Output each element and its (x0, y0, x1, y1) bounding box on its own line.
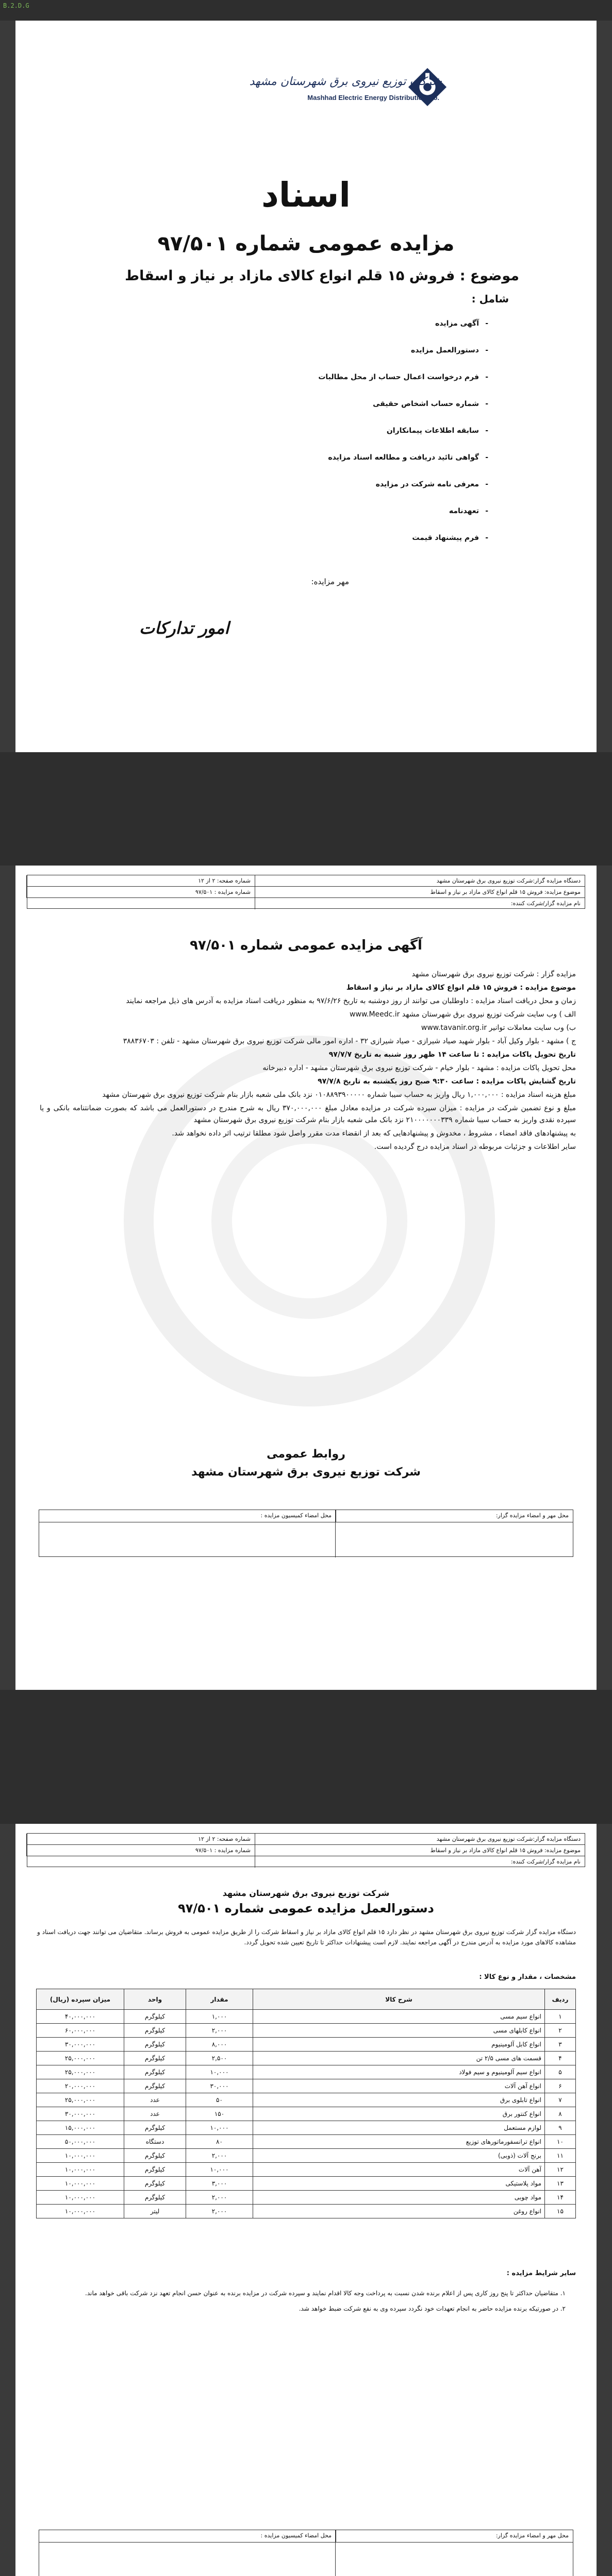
toc-item: - معرفی نامه شرکت در مزایده (96, 480, 488, 507)
table-row (37, 2010, 576, 2024)
col-description: شرح کالا (253, 1989, 545, 2010)
cell-row: ۹ (545, 2121, 576, 2135)
seal-label: مهر مزایده: (311, 577, 349, 586)
page-cover (15, 21, 597, 752)
table-row (37, 2038, 576, 2052)
cell-unit: کیلوگرم (124, 2191, 186, 2205)
cell-row: ۴ (545, 2052, 576, 2065)
table-row (37, 2093, 576, 2107)
cell-deposit: ۱۰,۰۰۰,۰۰۰ (37, 2205, 124, 2218)
cell-unit: کیلوگرم (124, 2177, 186, 2191)
table-row (37, 2052, 576, 2065)
terms-note: ۲. در صورتیکه برنده مزایده حاضر به انجام تعهدات خود نگردد سپرده وی به نفع شرکت ضبط خواهد شد. (299, 2305, 566, 2312)
col-quantity: مقدار (186, 1989, 253, 2010)
brand-name-en: Mashhad Electric Energy Distribution Co. (307, 94, 439, 101)
header-subject: موضوع مزایده: فروش ۱۵ قلم انواع کالای مازاد بر نیاز و اسقاط (255, 887, 585, 898)
instructions-intro: دستگاه مزایده گزار شرکت توزیع نیروی برق شهرستان مشهد در نظر دارد ۱۵ قلم انواع کالای مازاد بر نیاز و اسقاط شرکت را از طریق مزایده عمومی به فروش برساند. متقاضیان می توانند جهت دریافت اسناد و مشاهده کالاهای مورد مزایده به آدرس مندرج در آگهی مراجعه نمایند. لازم است پیشنهادات حداکثر تا تاریخ تعیین شده تحویل گردد. (37, 1928, 576, 1946)
cell-unit: کیلوگرم (124, 2052, 186, 2065)
cell-description: انواع سیم آلومینیوم و سیم فولاد (253, 2065, 545, 2079)
header-auction-no: شماره مزایده : ۹۷/۵۰۱ (26, 1845, 255, 1856)
terms-note: ۱. متقاضیان حداکثر تا پنج روز کاری پس از اعلام برنده شدن نسبت به پرداخت وجه کالا اقدام نمایند و سپرده شرکت در مزایده برنده به عنوان حسن انجام تعهد نزد شرکت باقی خواهد ماند. (85, 2290, 566, 2297)
cell-row: ۲ (545, 2024, 576, 2038)
cell-row: ۱۳ (545, 2177, 576, 2191)
cell-quantity: ۸۰ (186, 2135, 253, 2149)
cell-description: برنج آلات (ذوبی) (253, 2149, 545, 2163)
table-header-row (37, 1989, 576, 2010)
cell-description: انواع آهن آلات (253, 2079, 545, 2093)
table-row (37, 2163, 576, 2177)
cell-quantity: ۱,۰۰۰ (186, 2010, 253, 2024)
cover-includes: شامل : (471, 293, 509, 305)
page-instructions (15, 1824, 597, 2576)
signature-box (39, 2530, 573, 2576)
cell-quantity: ۲,۰۰۰ (186, 2149, 253, 2163)
signature-bidder-label: محل مهر و امضاء مزایده گزار: (336, 1510, 573, 1522)
cell-unit: لیتر (124, 2205, 186, 2218)
cell-quantity: ۲,۰۰۰ (186, 2024, 253, 2038)
cell-unit: کیلوگرم (124, 2149, 186, 2163)
cell-description: قسمت های مسی ۲/۵ تن (253, 2052, 545, 2065)
cell-quantity: ۸,۰۰۰ (186, 2038, 253, 2052)
table-row (37, 2191, 576, 2205)
ad-paragraph: زمان و محل دریافت اسناد مزایده : داوطلبان می توانند از روز دوشنبه به تاریخ ۹۷/۶/۲۶ به منظور دریافت اسناد مزایده به آدرس های ذیل مراجعه نمایند (126, 997, 576, 1005)
cell-row: ۱۰ (545, 2135, 576, 2149)
ad-paragraph: به پیشنهادهای فاقد امضاء ، مشروط ، مخدوش و پیشنهادهایی که بعد از انقضاء مدت مقرر واصل شود مطلقا ترتیب اثر داده نخواهد شد. (172, 1129, 576, 1138)
cell-description: لوازم مستعمل (253, 2121, 545, 2135)
cell-unit: عدد (124, 2107, 186, 2121)
brand-name-fa: شرکت توزیع نیروی برق شهرستان مشهد (249, 75, 442, 88)
table-row (37, 2065, 576, 2079)
instructions-title: دستورالعمل مزایده عمومی شماره ۹۷/۵۰۱ (178, 1901, 434, 1916)
cell-description: انواع تابلوی برق (253, 2093, 545, 2107)
ad-paragraph: سایر اطلاعات و جزئیات مربوطه در اسناد مزایده درج گردیده است. (374, 1143, 576, 1151)
cell-deposit: ۱۵,۰۰۰,۰۰۰ (37, 2121, 124, 2135)
signature-box (39, 1510, 573, 1557)
toc-item: - شماره حساب اشخاص حقیقی (96, 400, 488, 427)
cell-unit: کیلوگرم (124, 2024, 186, 2038)
cell-deposit: ۵۰,۰۰۰,۰۰۰ (37, 2135, 124, 2149)
cell-deposit: ۳۰,۰۰۰,۰۰۰ (37, 2038, 124, 2052)
cell-quantity: ۲,۵۰۰ (186, 2052, 253, 2065)
header-auction-no: شماره مزایده : ۹۷/۵۰۱ (26, 887, 255, 898)
page-advertisement (15, 866, 597, 1690)
cell-deposit: ۴۰,۰۰۰,۰۰۰ (37, 2010, 124, 2024)
cell-row: ۱۲ (545, 2163, 576, 2177)
cell-description: آهن آلات (253, 2163, 545, 2177)
cell-quantity: ۱۰,۰۰۰ (186, 2121, 253, 2135)
ad-paragraph: مبلغ هزینه اسناد مزایده : ۱,۰۰۰,۰۰۰ ریال واریز به حساب سیبا شماره ۰۱۰۸۸۹۳۹۰۰۰۰۰ نزد بانک ملی شعبه بازار بنام شرکت توزیع نیروی برق شهرستان مشهد (102, 1091, 576, 1099)
cell-deposit: ۲۵,۰۰۰,۰۰۰ (37, 2065, 124, 2079)
cell-unit: کیلوگرم (124, 2079, 186, 2093)
cell-row: ۱ (545, 2010, 576, 2024)
toc-item: - دستورالعمل مزایده (96, 346, 488, 373)
cell-row: ۱۵ (545, 2205, 576, 2218)
signature-commission-label: محل امضاء کمیسیون مزایده : (39, 1510, 336, 1522)
signature-bidder-label: محل مهر و امضاء مزایده گزار: (336, 2530, 573, 2543)
terms-title: سایر شرایط مزایده : (506, 2269, 576, 2277)
cell-unit: دستگاه (124, 2135, 186, 2149)
company-logo (15, 57, 597, 118)
cell-quantity: ۲,۰۰۰ (186, 2191, 253, 2205)
ad-paragraph: موضوع مزایده : فروش ۱۵ قلم انواع کالای مازاد بر نیاز و اسقاط (346, 984, 576, 992)
header-company: دستگاه مزایده گزار:شرکت توزیع نیروی برق شهرستان مشهد (255, 875, 585, 887)
doc-header (27, 875, 585, 909)
ad-paragraph: مزایده گزار : شرکت توزیع نیروی برق شهرستان مشهد (411, 970, 576, 978)
cell-row: ۷ (545, 2093, 576, 2107)
table-row (37, 2079, 576, 2093)
table-row (37, 2121, 576, 2135)
cell-deposit: ۲۰,۰۰۰,۰۰۰ (37, 2079, 124, 2093)
ad-body (40, 969, 576, 1155)
cell-description: انواع سیم مسی (253, 2010, 545, 2024)
table-row (37, 2205, 576, 2218)
cell-row: ۶ (545, 2079, 576, 2093)
cell-unit: عدد (124, 2093, 186, 2107)
spec-title: مشخصات ، مقدار و نوع کالا : (479, 1973, 576, 1981)
ad-paragraph: تاریخ تحویل پاکات مزایده : تا ساعت ۱۴ ظهر روز شنبه به تاریخ ۹۷/۷/۷ (328, 1050, 576, 1059)
ad-paragraph: مبلغ و نوع تضمین شرکت در مزایده : میزان سپرده شرکت در مزایده معادل مبلغ ۳۷۰,۰۰۰,۰۰۰ ریال به شرح مندرج در دستورالعمل می باشد که بصورت ضمانتنامه بانکی و یا سپرده نقدی واریز به حساب سیبا شماره ۲۱۰۰۰۰۰۰۰۳۳۹ نزد بانک ملی شعبه بازار بنام شرکت توزیع نیروی برق شهرستان مشهد (40, 1104, 576, 1124)
items-table (36, 1989, 576, 2218)
terms-notes (45, 2287, 566, 2314)
corner-mark: B.2.D.G (3, 2, 29, 9)
cell-quantity: ۱۰,۰۰۰ (186, 2163, 253, 2177)
cell-deposit: ۱۰,۰۰۰,۰۰۰ (37, 2177, 124, 2191)
cell-quantity: ۱۵۰ (186, 2107, 253, 2121)
toc-item: - فرم درخواست اعمال حساب از محل مطالبات (96, 373, 488, 400)
page-gap (0, 752, 612, 866)
instructions-company: شرکت توزیع نیروی برق شهرستان مشهد (222, 1888, 390, 1898)
cell-deposit: ۶۰,۰۰۰,۰۰۰ (37, 2024, 124, 2038)
cell-deposit: ۲۵,۰۰۰,۰۰۰ (37, 2093, 124, 2107)
cell-quantity: ۳۰,۰۰۰ (186, 2079, 253, 2093)
page-gap (0, 0, 612, 21)
cell-unit: کیلوگرم (124, 2065, 186, 2079)
cell-deposit: ۱۰,۰۰۰,۰۰۰ (37, 2163, 124, 2177)
department-signature: امور تدارکات (139, 618, 229, 638)
cell-description: انواع روغن (253, 2205, 545, 2218)
header-subject: موضوع مزایده: فروش ۱۵ قلم انواع کالای مازاد بر نیاز و اسقاط (255, 1845, 585, 1856)
cell-unit: کیلوگرم (124, 2038, 186, 2052)
table-row (37, 2177, 576, 2191)
toc-item: - فرم پیشنهاد قیمت (96, 534, 488, 561)
company-name: شرکت توزیع نیروی برق شهرستان مشهد (191, 1466, 421, 1479)
cell-row: ۱۱ (545, 2149, 576, 2163)
cell-description: انواع ترانسفورماتورهای توزیع (253, 2135, 545, 2149)
header-bidder: نام مزایده گزار/شرکت کننده: (255, 1856, 585, 1868)
ad-title: آگهی مزایده عمومی شماره ۹۷/۵۰۱ (190, 938, 422, 953)
signature-commission-label: محل امضاء کمیسیون مزایده : (39, 2530, 336, 2543)
cell-description: انواع کابلهای مسی (253, 2024, 545, 2038)
cell-row: ۸ (545, 2107, 576, 2121)
table-row (37, 2149, 576, 2163)
cell-quantity: ۵۰ (186, 2093, 253, 2107)
header-page-no: شماره صفحه: ۲ از ۱۲ (26, 875, 255, 887)
ad-paragraph: ب) وب سایت معاملات توانیر www.tavanir.org.ir (421, 1024, 576, 1032)
cell-quantity: ۱۰,۰۰۰ (186, 2065, 253, 2079)
col-row: ردیف (545, 1989, 576, 2010)
cell-unit: کیلوگرم (124, 2010, 186, 2024)
cell-description: انواع کنتور برق (253, 2107, 545, 2121)
ad-paragraph: ج ) مشهد - بلوار وکیل آباد - بلوار شهید صیاد شیرازی - صیاد شیرازی ۳۲ - اداره امور مالی شرکت توزیع نیروی برق شهرستان مشهد - تلفن : ۳۸۸۳۶۷۰۳ (123, 1037, 576, 1045)
table-row (37, 2107, 576, 2121)
toc-item: - گواهی تائید دریافت و مطالعه اسناد مزایده (96, 453, 488, 480)
cell-row: ۱۴ (545, 2191, 576, 2205)
cell-deposit: ۱۰,۰۰۰,۰۰۰ (37, 2149, 124, 2163)
cover-subtitle: مزایده عمومی شماره ۹۷/۵۰۱ (157, 232, 455, 256)
cell-deposit: ۲۵,۰۰۰,۰۰۰ (37, 2052, 124, 2065)
public-relations: روابط عمومی (267, 1448, 345, 1461)
cell-quantity: ۳,۰۰۰ (186, 2177, 253, 2191)
cell-deposit: ۱۰,۰۰۰,۰۰۰ (37, 2191, 124, 2205)
cell-description: انواع کابل آلومینیوم (253, 2038, 545, 2052)
toc-item: - آگهی مزایده (96, 319, 488, 346)
cell-unit: کیلوگرم (124, 2121, 186, 2135)
header-page-no: شماره صفحه: ۲ از ۱۲ (26, 1834, 255, 1845)
page-gap (0, 1690, 612, 1824)
cell-quantity: ۲,۰۰۰ (186, 2205, 253, 2218)
ad-paragraph: الف ) وب سایت شرکت توزیع نیروی برق شهرستان مشهد www.Meedc.ir (349, 1010, 576, 1019)
cell-row: ۵ (545, 2065, 576, 2079)
table-of-contents (96, 319, 488, 561)
toc-item: - سابقه اطلاعات پیمانکاران (96, 427, 488, 453)
cell-deposit: ۳۰,۰۰۰,۰۰۰ (37, 2107, 124, 2121)
header-bidder: نام مزایده گزار/شرکت کننده: (255, 898, 585, 909)
items-body (37, 2010, 576, 2218)
table-row (37, 2024, 576, 2038)
table-row (37, 2135, 576, 2149)
ad-paragraph: محل تحویل پاکات مزایده : مشهد - بلوار خیام - شرکت توزیع نیروی برق شهرستان مشهد - اداره دبیرخانه (262, 1064, 576, 1072)
cover-subject: موضوع : فروش ۱۵ قلم انواع کالای مازاد بر نیاز و اسقاط (125, 268, 519, 284)
toc-item: - تعهدنامه (96, 507, 488, 534)
cell-description: مواد پلاستیکی (253, 2177, 545, 2191)
col-unit: واحد (124, 1989, 186, 2010)
header-company: دستگاه مزایده گزار:شرکت توزیع نیروی برق شهرستان مشهد (255, 1834, 585, 1845)
cell-description: مواد چوبی (253, 2191, 545, 2205)
cell-row: ۳ (545, 2038, 576, 2052)
cell-unit: کیلوگرم (124, 2163, 186, 2177)
col-deposit: میزان سپرده (ریال) (37, 1989, 124, 2010)
doc-header (27, 1833, 585, 1867)
ad-paragraph: تاریخ گشایش پاکات مزایده : ساعت ۹:۳۰ صبح روز یکشنبه به تاریخ ۹۷/۷/۸ (318, 1077, 576, 1086)
cover-title: اسناد (261, 175, 351, 215)
